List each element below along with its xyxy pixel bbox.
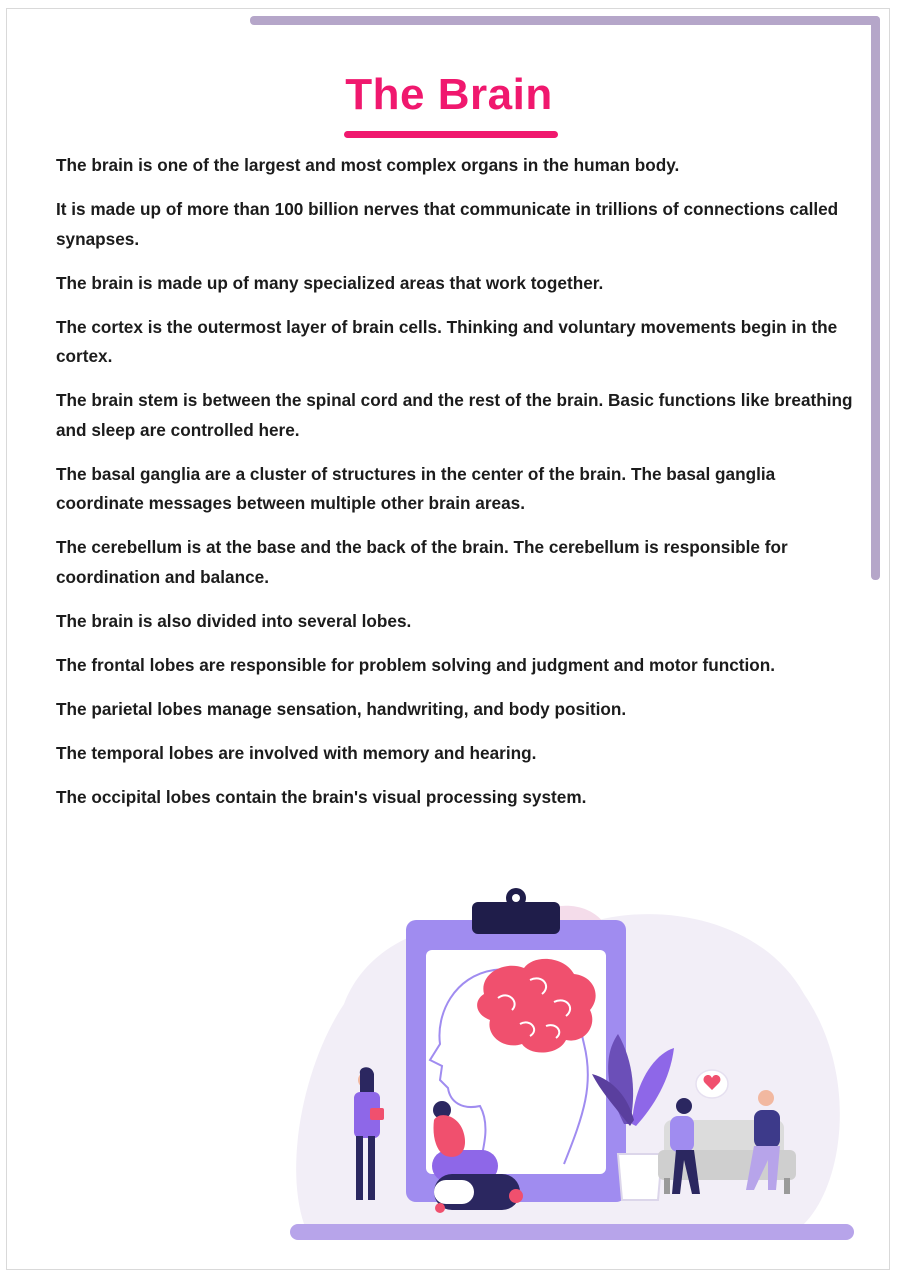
paragraph: The cortex is the outermost layer of brain cells. Thinking and voluntary movements begin in the cortex. (56, 316, 838, 366)
paragraph: The occipital lobes contain the brain's visual processing system. (56, 786, 587, 807)
paragraph: The cerebellum is at the base and the back of the brain. The cerebellum is responsible for coordination and balance. (56, 537, 788, 587)
paragraph: The parietal lobes manage sensation, handwriting, and body position. (56, 698, 627, 719)
paragraph: The basal ganglia are a cluster of structures in the center of the brain. The basal ganglia coordinate messages between multiple other brain areas. (56, 463, 776, 513)
top-decorative-bar (250, 16, 880, 25)
paragraph: The brain stem is between the spinal cord and the rest of the brain. Basic functions like breathing and sleep are controlled here. (56, 390, 853, 440)
brain-health-illustration (284, 884, 860, 1244)
page-title: The Brain (345, 70, 553, 119)
paragraph: The brain is made up of many specialized areas that work together. (56, 272, 604, 293)
content-body (56, 151, 856, 827)
title-underline (344, 131, 558, 138)
paragraph: The frontal lobes are responsible for problem solving and judgment and motor function. (56, 654, 776, 675)
paragraph: It is made up of more than 100 billion nerves that communicate in trillions of connections called synapses. (56, 199, 839, 249)
heart-icon (696, 1070, 728, 1098)
ground-line (290, 1224, 854, 1240)
paragraph: The temporal lobes are involved with memory and hearing. (56, 742, 537, 763)
paragraph: The brain is also divided into several lobes. (56, 610, 412, 631)
paragraph: The brain is one of the largest and most complex organs in the human body. (56, 155, 680, 175)
